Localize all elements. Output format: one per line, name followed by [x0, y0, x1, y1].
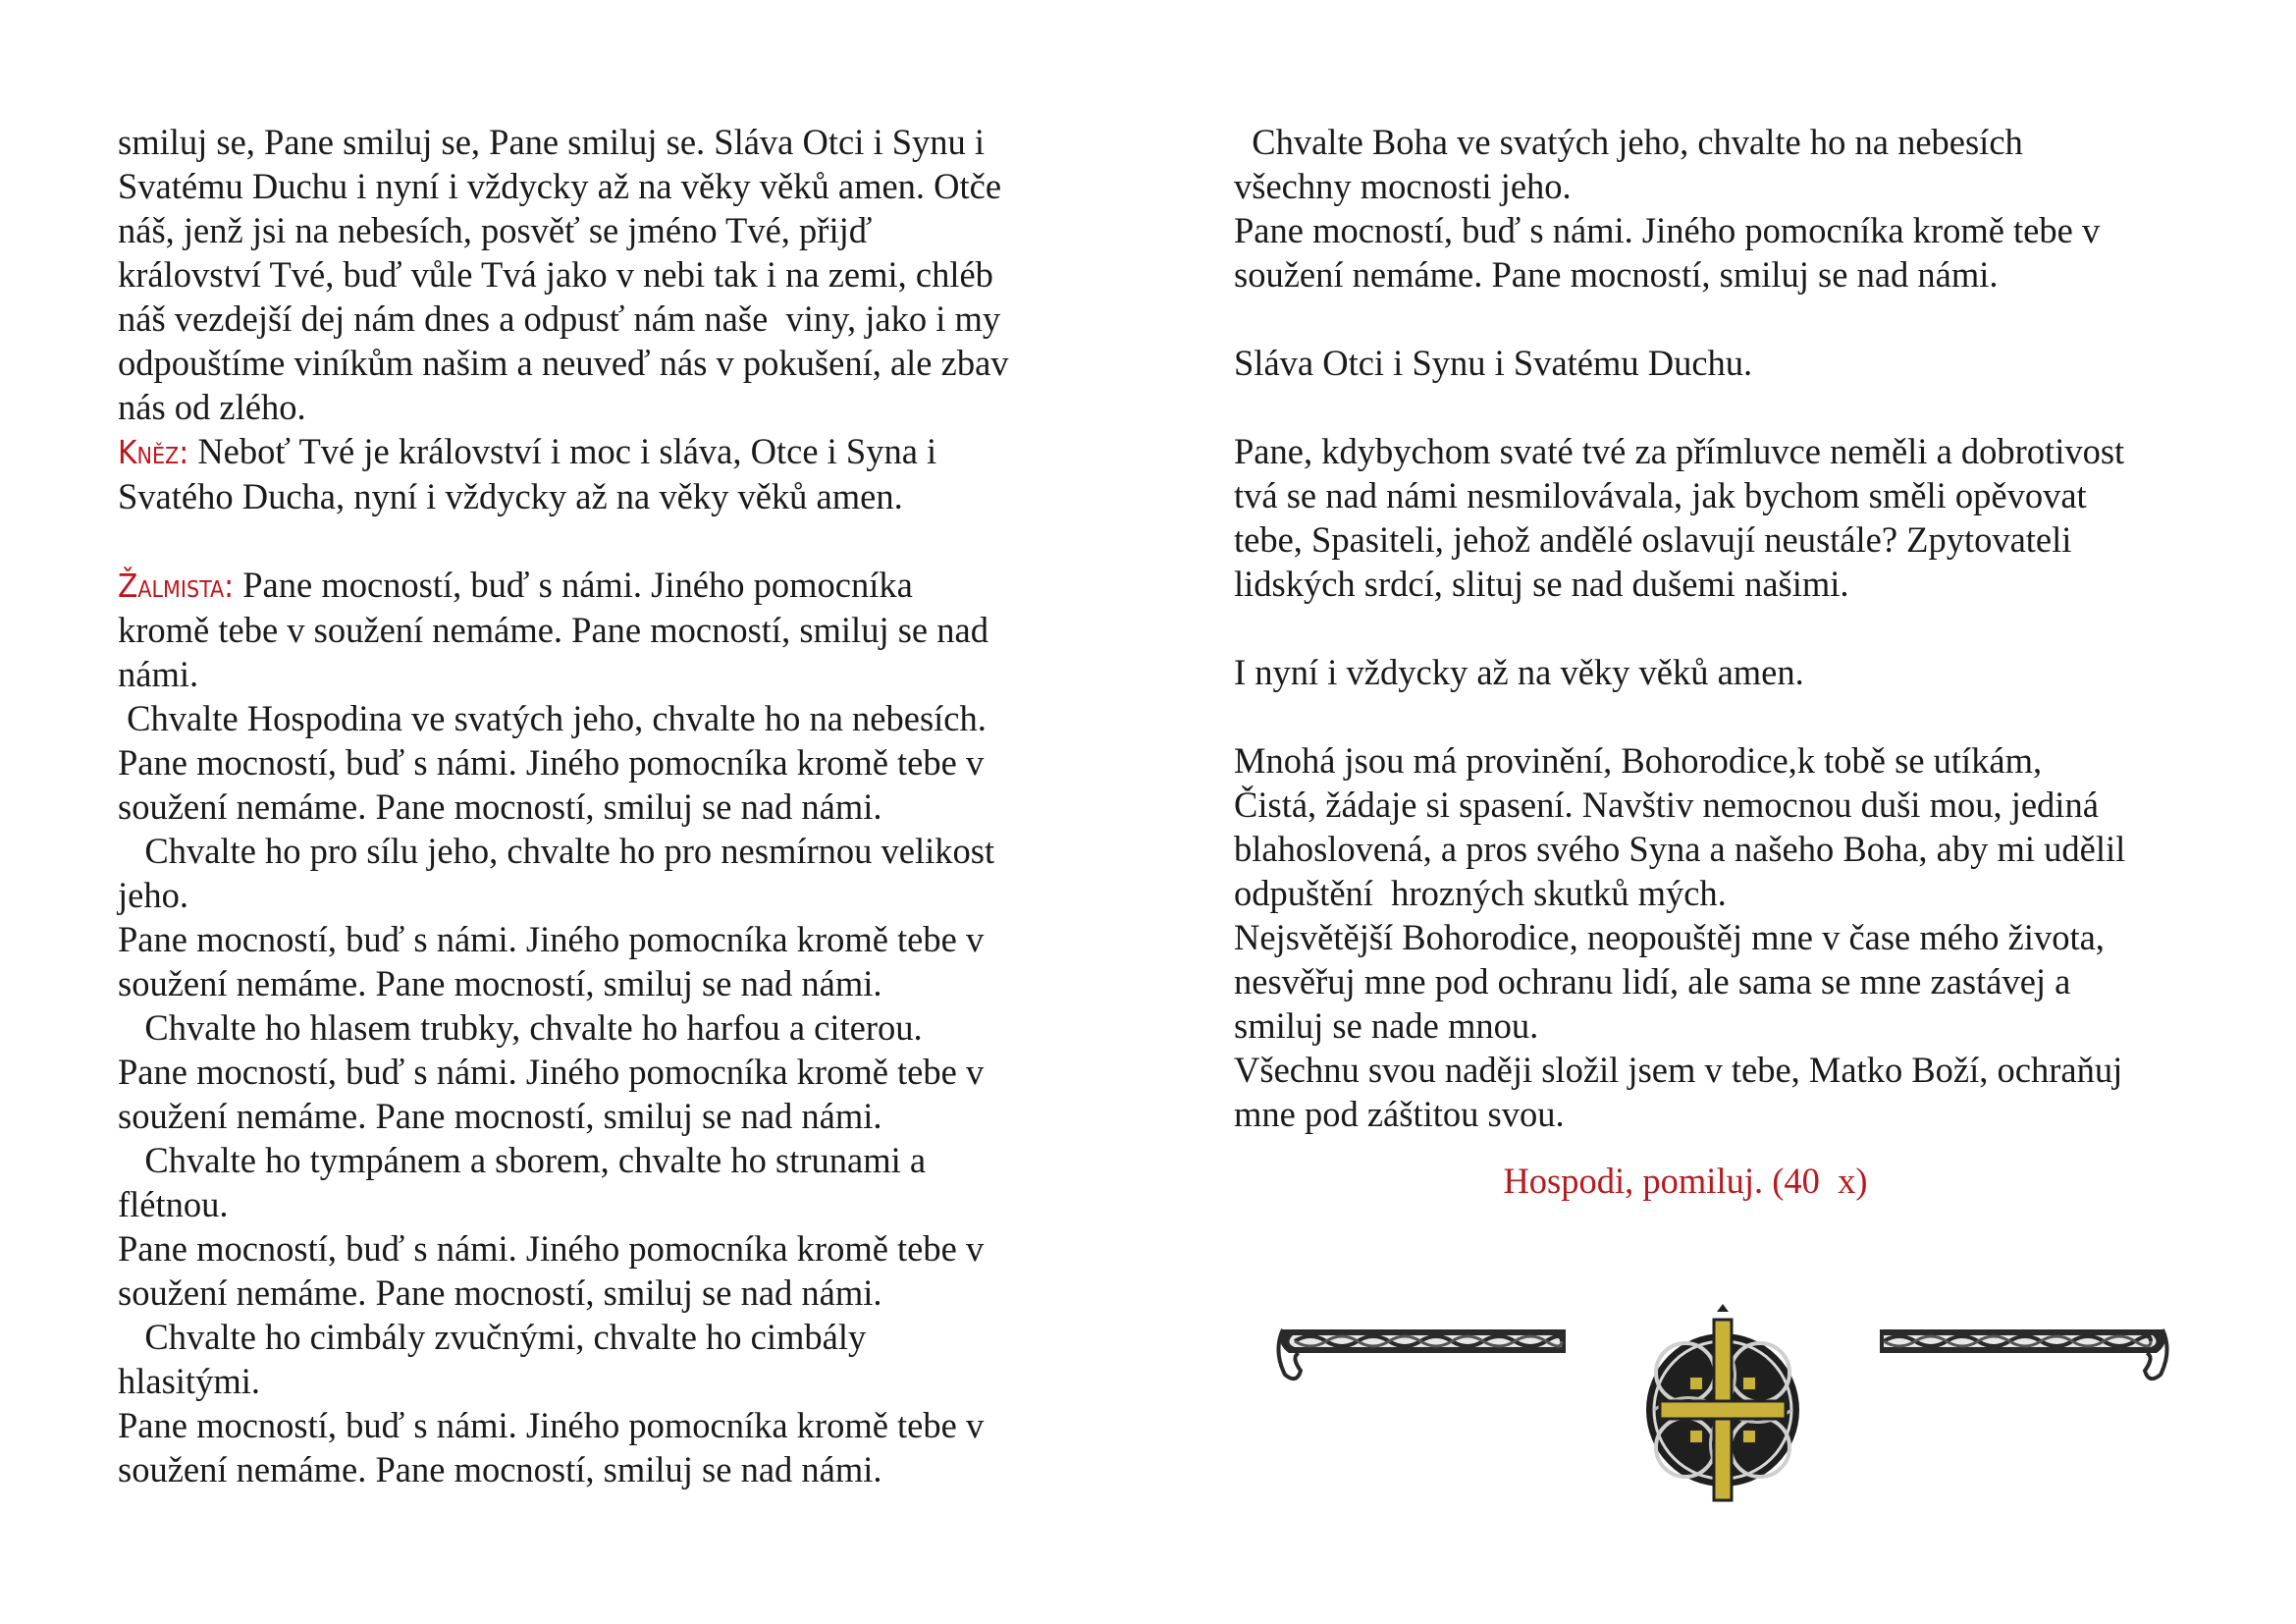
text-line: nás od zlého. — [118, 387, 306, 427]
text-line: lidských srdcí, slituj se nad dušemi našimi. — [1234, 564, 1849, 604]
left-knot-band — [1278, 1329, 1566, 1379]
text-line: tebe, Spasiteli, jehož andělé oslavují neustále? Zpytovateli — [1234, 519, 2072, 560]
left-column — [118, 120, 1090, 1491]
text-line: odpuštění hrozných skutků mých. — [1234, 873, 1727, 913]
text-line: soužení nemáme. Pane mocností, smiluj se nad námi. — [118, 786, 882, 827]
theotokos-paragraph — [1234, 738, 2206, 1136]
right-column — [1234, 120, 2206, 1203]
text-line: všechny mocnosti jeho. — [1234, 166, 1572, 206]
text-line: Pane mocností, buď s námi. Jiného pomocníka kromě tebe v — [1234, 210, 2101, 250]
text-line: Pane mocností, buď s námi. Jiného pomocníka kromě tebe v — [118, 1052, 985, 1092]
text-line: soužení nemáme. Pane mocností, smiluj se nad námi. — [118, 1449, 882, 1489]
text-line: soužení nemáme. Pane mocností, smiluj se nad námi. — [118, 1096, 882, 1136]
text-line: náš, jenž jsi na nebesích, posvěť se jméno Tvé, přijď — [118, 210, 873, 250]
text-line: Pane, kdybychom svaté tvé za přímluvce neměli a dobrotivost — [1234, 431, 2125, 471]
text-line: Pane mocností, buď s námi. Jiného pomocníka kromě tebe v — [118, 742, 985, 783]
text-line: Chvalte ho tympánem a sborem, chvalte ho strunami a — [118, 1140, 927, 1180]
psalmist-paragraph — [118, 563, 1090, 1491]
central-knot — [1646, 1304, 1799, 1508]
role-label-psalmist: Žalmista — [118, 567, 225, 605]
text-line: jeho. — [118, 875, 188, 915]
text-line: odpouštíme viníkům našim a neuveď nás v pokušení, ale zbav — [118, 343, 1009, 383]
text-line: soužení nemáme. Pane mocností, smiluj se nad námi. — [118, 963, 882, 1003]
text-line: soužení nemáme. Pane mocností, smiluj se nad námi. — [118, 1272, 882, 1313]
role-label-priest: Kněz — [118, 433, 180, 471]
paragraph-gap — [1234, 385, 2206, 429]
text-line: Chvalte Boha ve svatých jeho, chvalte ho na nebesích — [1234, 122, 2023, 162]
text-line: smiluj se nade mnou. — [1234, 1005, 1539, 1046]
text-line: Pane mocností, buď s námi. Jiného pomocníka kromě tebe v — [118, 1228, 985, 1269]
text-line: Chvalte ho cimbály zvučnými, chvalte ho cimbály — [118, 1317, 867, 1357]
text-line: blahoslovená, a pros svého Syna a našeho Boha, aby mi udělil — [1234, 829, 2126, 869]
closing-rubric: Hospodi, pomiluj. (40 x) — [1503, 1161, 1868, 1201]
text-line: Svatému Duchu i nyní i vždycky až na věky věků amen. Otče — [118, 166, 1002, 206]
priest-text: Neboť Tvé je království i moc i sláva, Otce i Syna i — [188, 431, 937, 471]
text-line: Chvalte ho hlasem trubky, chvalte ho harfou a citerou. — [118, 1007, 923, 1048]
lord-prayer-paragraph — [118, 120, 1090, 429]
role-colon: : — [179, 433, 189, 471]
text-line: kromě tebe v soužení nemáme. Pane mocností, smiluj se nad — [118, 610, 988, 650]
text-line: nesvěřuj mne pod ochranu lidí, ale sama se mne zastávej a — [1234, 961, 2071, 1001]
text-line: Nejsvětější Bohorodice, neopouštěj mne v čase mého života, — [1234, 917, 2105, 957]
psalmist-text: Pane mocností, buď s námi. Jiného pomocníka — [234, 565, 913, 605]
text-line: soužení nemáme. Pane mocností, smiluj se nad námi. — [1234, 254, 1999, 295]
paragraph-gap — [1234, 606, 2206, 650]
text-line: I nyní i vždycky až na věky věků amen. — [1234, 652, 1804, 692]
paragraph-gap — [1234, 694, 2206, 738]
text-line: Sláva Otci i Synu i Svatému Duchu. — [1234, 343, 1753, 383]
paragraph-gap — [1234, 297, 2206, 341]
text-line — [118, 429, 1090, 474]
text-line: Chvalte Hospodina ve svatých jeho, chvalte ho na nebesích. — [118, 698, 987, 738]
celtic-knot-cross-ornament-icon — [1271, 1302, 2174, 1513]
intercession-paragraph — [1234, 429, 2206, 606]
text-line: smiluj se, Pane smiluj se, Pane smiluj se. Sláva Otci i Synu i — [118, 122, 986, 162]
text-line: námi. — [118, 654, 199, 694]
text-line: tvá se nad námi nesmilovávala, jak bychom směli opěvovat — [1234, 475, 2087, 515]
text-line: náš vezdejší dej nám dnes a odpusť nám naše viny, jako i my — [118, 298, 1001, 339]
text-line: mne pod záštitou svou. — [1234, 1094, 1565, 1134]
text-line: Svatého Ducha, nyní i vždycky až na věky věků amen. — [118, 476, 903, 516]
priest-paragraph — [118, 429, 1090, 518]
paragraph-gap — [118, 518, 1090, 563]
text-line: království Tvé, buď vůle Tvá jako v nebi tak i na zemi, chléb — [118, 254, 993, 295]
role-colon: : — [224, 567, 235, 605]
amen-paragraph — [1234, 650, 2206, 694]
text-line: hlasitými. — [118, 1361, 260, 1401]
text-line: Čistá, žádaje si spasení. Navštiv nemocnou duši mou, jediná — [1234, 785, 2099, 825]
text-line: Chvalte ho pro sílu jeho, chvalte ho pro nesmírnou velikost — [118, 831, 995, 871]
text-line: Pane mocností, buď s námi. Jiného pomocníka kromě tebe v — [118, 1405, 985, 1445]
right-knot-band — [1880, 1329, 2167, 1379]
praise-paragraph — [1234, 120, 2206, 297]
text-line: Mnohá jsou má provinění, Bohorodice,k tobě se utíkám, — [1234, 740, 2043, 781]
text-line: Pane mocností, buď s námi. Jiného pomocníka kromě tebe v — [118, 919, 985, 959]
text-line: Všechnu svou naději složil jsem v tebe, Matko Boží, ochraňuj — [1234, 1050, 2123, 1090]
text-line — [118, 563, 1090, 608]
doxology-paragraph — [1234, 341, 2206, 385]
text-line: flétnou. — [118, 1184, 229, 1224]
